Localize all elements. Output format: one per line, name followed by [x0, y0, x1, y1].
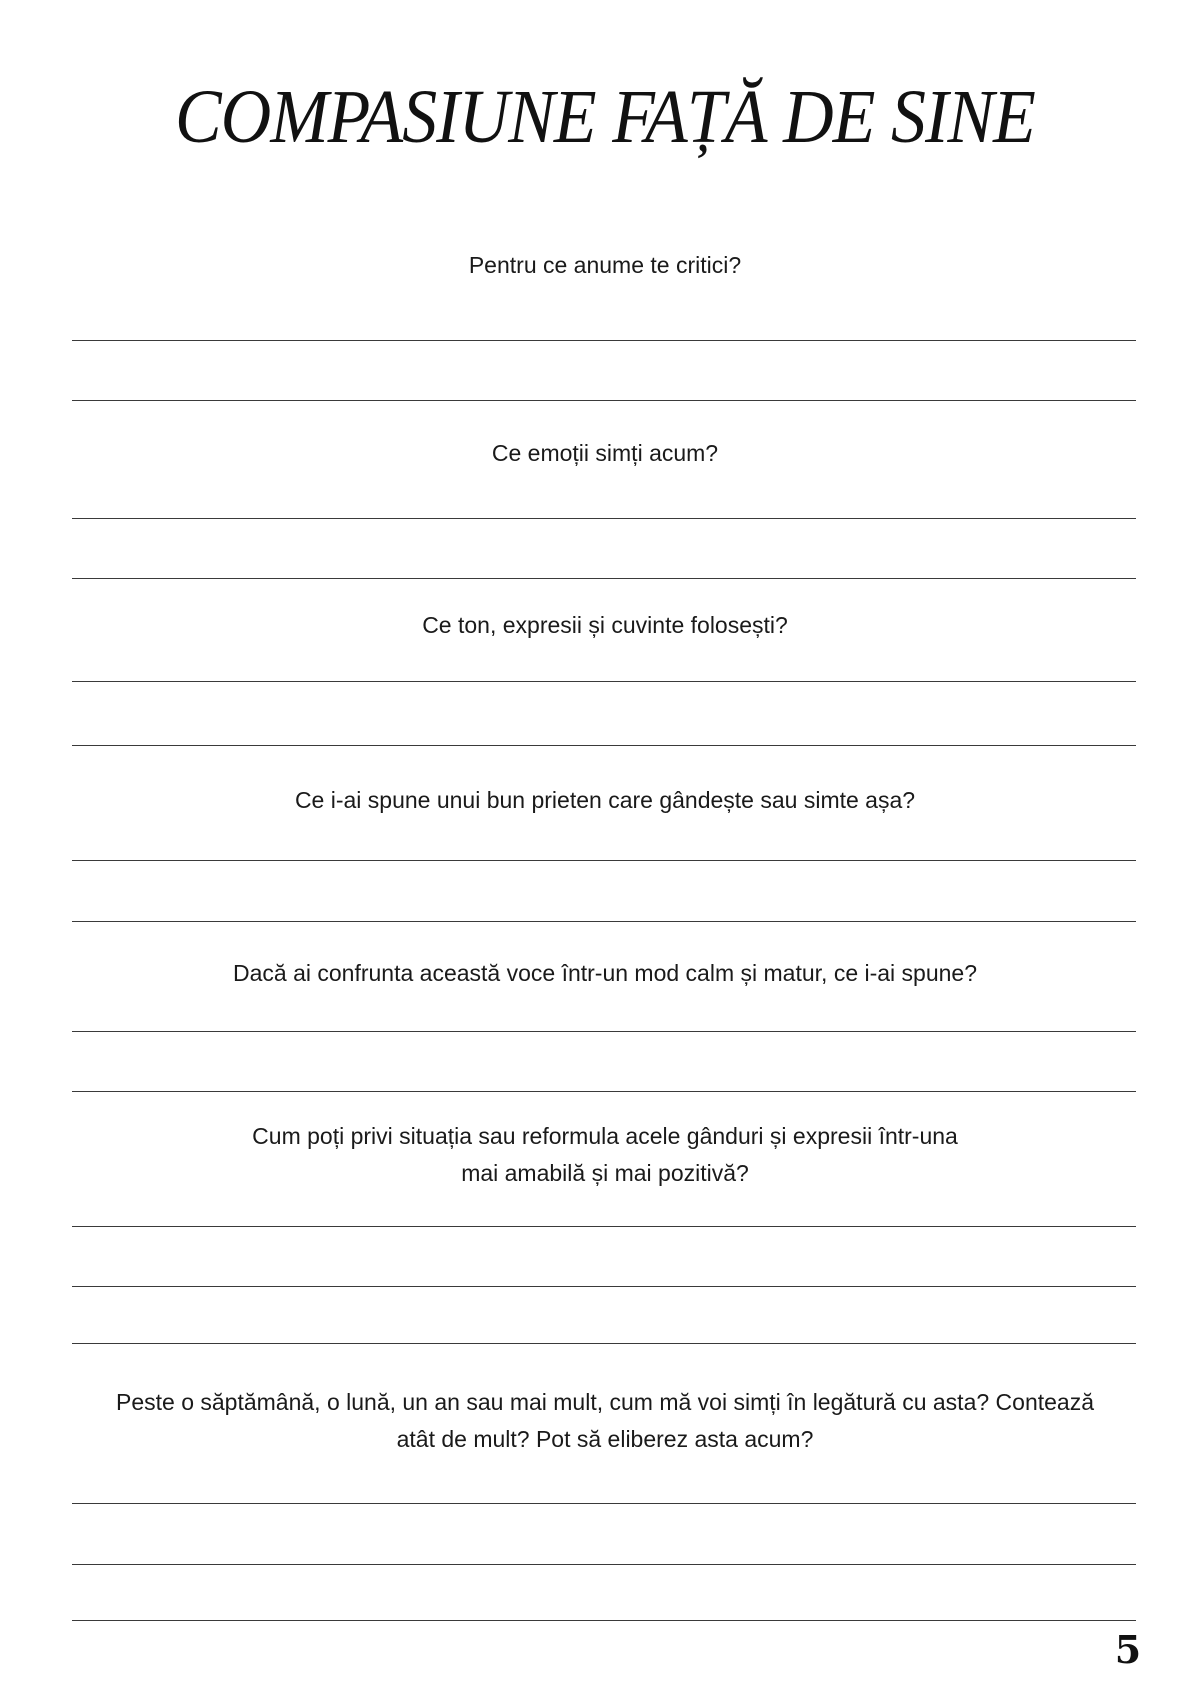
- answer-line[interactable]: [72, 1031, 1136, 1032]
- answer-line[interactable]: [72, 1286, 1136, 1287]
- question-3: Ce ton, expresii și cuvinte folosești?: [422, 612, 788, 638]
- question-7-line-2: atât de mult? Pot să eliberez asta acum?: [396, 1426, 814, 1452]
- answer-line[interactable]: [72, 1091, 1136, 1092]
- answer-line[interactable]: [72, 921, 1136, 922]
- answer-line[interactable]: [72, 518, 1136, 519]
- question-7-line-1: Peste o săptămână, o lună, un an sau mai mult, cum mă voi simți în legătură cu asta? Contează: [115, 1389, 1095, 1415]
- answer-line[interactable]: [72, 1503, 1136, 1504]
- question-1: Pentru ce anume te critici?: [468, 252, 742, 278]
- answer-line[interactable]: [72, 400, 1136, 401]
- question-4: Ce i-ai spune unui bun prieten care gândește sau simte așa?: [294, 787, 916, 813]
- answer-line[interactable]: [72, 860, 1136, 861]
- answer-line[interactable]: [72, 578, 1136, 579]
- answer-line[interactable]: [72, 745, 1136, 746]
- question-5: Dacă ai confrunta această voce într-un mod calm și matur, ce i-ai spune?: [232, 960, 978, 986]
- answer-line[interactable]: [72, 1564, 1136, 1565]
- answer-line[interactable]: [72, 681, 1136, 682]
- answer-line[interactable]: [72, 1620, 1136, 1621]
- question-6-line-2: mai amabilă și mai pozitivă?: [461, 1160, 749, 1186]
- page-title: COMPASIUNE FAȚĂ DE SINE: [175, 75, 1035, 159]
- page-number: 5: [1114, 1627, 1142, 1672]
- question-2: Ce emoții simți acum?: [491, 440, 719, 466]
- question-6-line-1: Cum poți privi situația sau reformula acele gânduri și expresii într-una: [252, 1123, 958, 1149]
- question-6: [70, 1118, 1140, 1192]
- answer-line[interactable]: [72, 1226, 1136, 1227]
- answer-line[interactable]: [72, 1343, 1136, 1344]
- answer-line[interactable]: [72, 340, 1136, 341]
- question-7: [60, 1384, 1150, 1458]
